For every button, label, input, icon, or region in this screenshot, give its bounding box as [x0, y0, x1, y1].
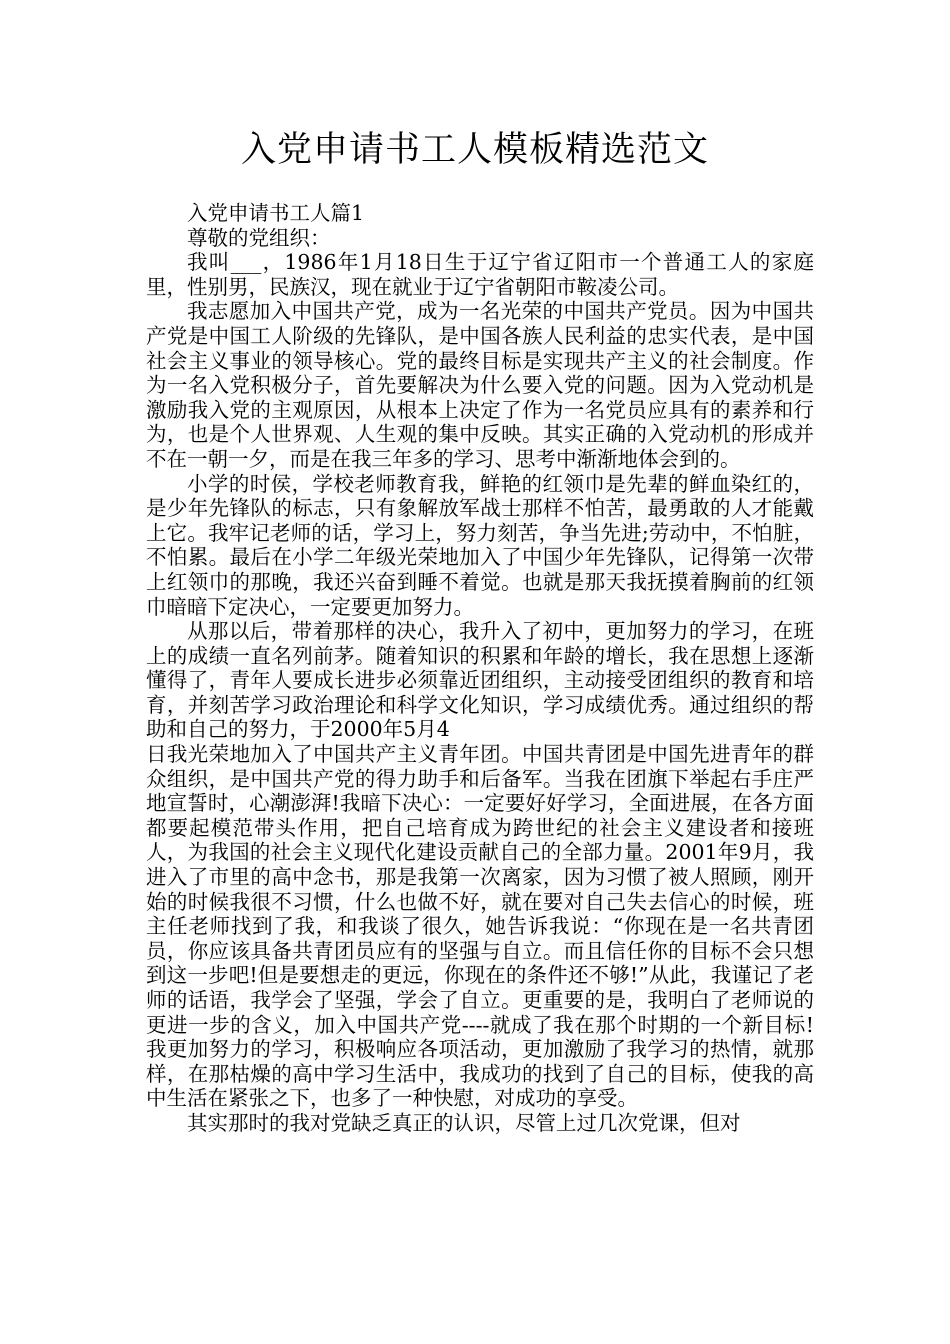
paragraph-middle-school: 从那以后，带着那样的决心，我升入了初中，更加努力的学习，在班上的成绩一直名列前茅。随着知识的积累和年龄的增长，我在思想上逐渐懂得了，青年人要成长进步必须靠近团组织，主动接受团组织的教育和培育，并刻苦学习政治理论和科学文化知识，学习成绩优秀。通过组织的帮助和自己的努力，于2000年5月4	[146, 619, 814, 742]
section-heading: 入党申请书工人篇1	[187, 201, 365, 225]
paragraph-youth-league: 日我光荣地加入了中国共产主义青年团。中国共青团是中国先进青年的群众组织，是中国共产党的得力助手和后备军。当我在团旗下举起右手庄严地宣誓时，心潮澎湃!我暗下决心：一定要好好学习，全面进展，在各方面都要起模范带头作用，把自己培育成为跨世纪的社会主义建设者和接班人，为我国的社会主义现代化建设贡献自己的全部力量。2001年9月，我进入了市里的高中念书，那是我第一次离家，因为习惯了被人照顾，刚开始的时候我很不习惯，什么也做不好，就在要对自己失去信心的时候，班主任老师找到了我，和我谈了很久，她告诉我说：“你现在是一名共青团员，你应该具备共青团员应有的坚强与自立。而且信任你的目标不会只想到这一步吧!但是要想走的更远，你现在的条件还不够!”从此，我谨记了老师的话语，我学会了坚强，学会了自立。更重要的是，我明白了老师说的更进一步的含义，加入中国共产党----就成了我在那个时期的一个新目标!我更加努力的学习，积极响应各项活动，更加激励了我学习的热情，就那样，在那枯燥的高中学习生活中，我成功的找到了自己的目标，使我的高中生活在紧张之下，也多了一种快慰，对成功的享受。	[146, 742, 814, 1111]
paragraph-motivation: 我志愿加入中国共产党，成为一名光荣的中国共产党员。因为中国共产党是中国工人阶级的先锋队，是中国各族人民利益的忠实代表，是中国社会主义事业的领导核心。党的最终目标是实现共产主义的社会制度。作为一名入党积极分子，首先要解决为什么要入党的问题。因为入党动机是激励我入党的主观原因，从根本上决定了作为一名党员应具有的素养和行为，也是个人世界观、人生观的集中反映。其实正确的入党动机的形成并不在一朝一夕，而是在我三年多的学习、思考中渐渐地体会到的。	[146, 299, 814, 471]
salutation: 尊敬的党组织：	[187, 225, 331, 250]
paragraph-intro: 我叫___，1986年1月18日生于辽宁省辽阳市一个普通工人的家庭里，性别男，民族汉，现在就业于辽宁省朝阳市鞍凌公司。	[146, 250, 814, 299]
document-title: 入党申请书工人模板精选范文	[240, 130, 709, 170]
document-body	[146, 201, 814, 1136]
paragraph-continued: 其实那时的我对党缺乏真正的认识，尽管上过几次党课，但对	[187, 1110, 741, 1135]
paragraph-primary-school: 小学的时侯，学校老师教育我，鲜艳的红领巾是先辈的鲜血染红的，是少年先锋队的标志，只有象解放军战士那样不怕苦，最勇敢的人才能戴上它。我牢记老师的话，学习上，努力刻苦，争当先进;劳动中，不怕脏，不怕累。最后在小学二年级光荣地加入了中国少年先锋队，记得第一次带上红领巾的那晚，我还兴奋到睡不着觉。也就是那天我抚摸着胸前的红领巾暗暗下定决心，一定要更加努力。	[146, 471, 814, 619]
